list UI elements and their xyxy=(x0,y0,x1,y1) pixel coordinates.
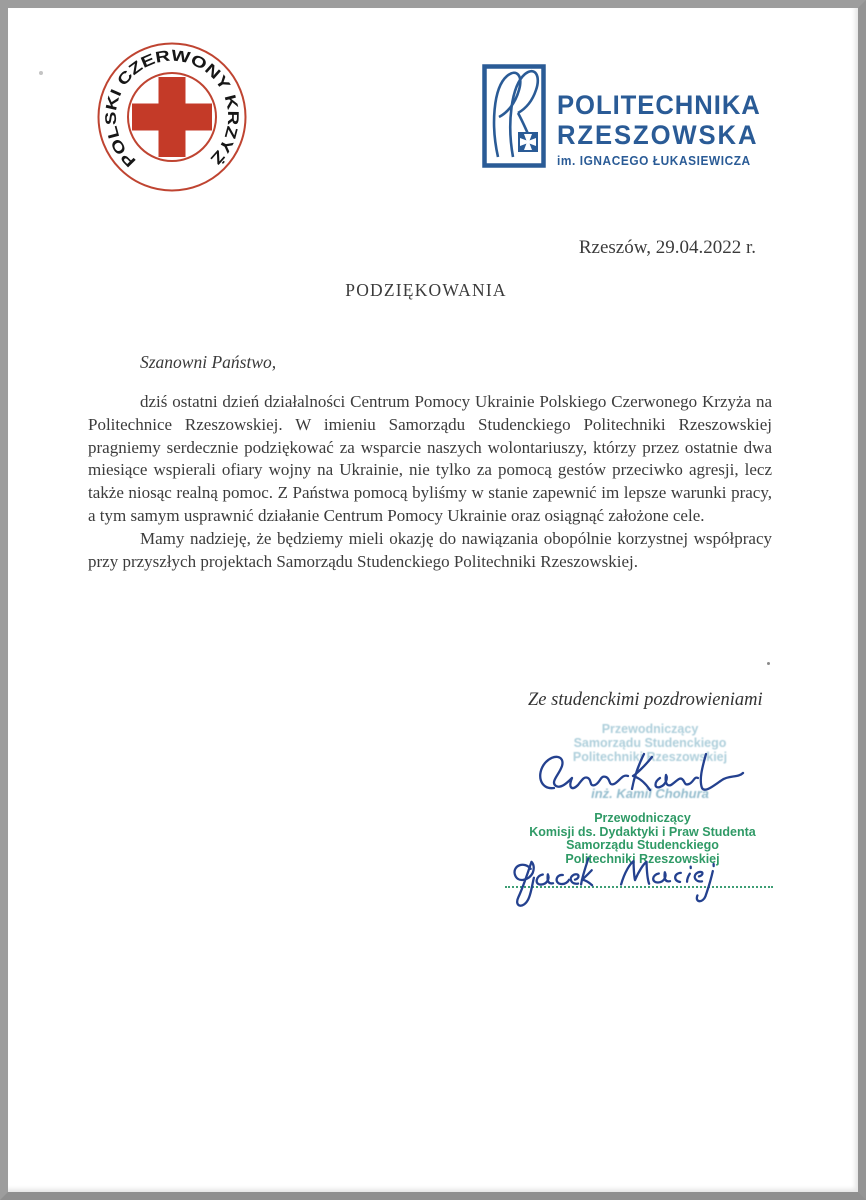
scan-artifact xyxy=(39,71,43,75)
red-cross-ring-text: POLSKI CZERWONY KRZYŻ xyxy=(102,47,242,170)
stamp-line: Przewodniczący xyxy=(601,722,699,736)
letter-paragraph: dziś ostatni dzień działalności Centrum Pomocy Ukrainie Polskiego Czerwonego Krzyża na Politechnice Rzeszowskiej. W imieniu Samorządu Studenckiego Politechniki Rzeszowskiej pragniemy serdecznie podziękować za wsparcie naszych wolontariuszy, którzy przez ostatnie dwa miesiące wspierali ofiary wojny na Ukrainie, nie tylko za pomocą gestów przeciwko agresji, lecz także niosąc realną pomoc. Z Państwa pomocą byliśmy w stanie zapewnić im lepsze warunki pracy, a tym samym usprawnić działanie Centrum Pomocy Ukrainie oraz osiągnąć założone cele. xyxy=(88,392,772,525)
scan-artifact xyxy=(767,662,770,665)
politechnika-line2: RZESZOWSKA xyxy=(557,120,759,150)
stamp-line: Politechniki Rzeszowskiej xyxy=(572,750,728,764)
letter-paragraph: Mamy nadzieję, że będziemy mieli okazję do nawiązania obopólnie korzystnej współpracy przy przyszłych projektach Samorządu Studenckiego Politechniki Rzeszowskiej. xyxy=(88,528,772,571)
printed-name-kamil-chohura: inż. Kamil Chohura xyxy=(591,786,709,801)
closing-line: Ze studenckimi pozdrowieniami xyxy=(528,690,763,710)
stamp-line: Samorządu Studenckiego xyxy=(566,838,719,852)
letter-body xyxy=(88,391,772,573)
date-line: Rzeszów, 29.04.2022 r. xyxy=(578,237,756,258)
politechnika-line3: im. IGNACEGO ŁUKASIEWICZA xyxy=(557,154,751,168)
politechnika-wordmark xyxy=(557,90,761,169)
stamp-line: Przewodniczący xyxy=(594,811,691,825)
stamp-line: Politechniki Rzeszowskiej xyxy=(565,851,720,866)
polish-red-cross-logo xyxy=(93,38,251,196)
letter-title: PODZIĘKOWANIA xyxy=(345,280,507,300)
politechnika-line1: POLITECHNIKA xyxy=(557,90,761,120)
salutation: Szanowni Państwo, xyxy=(140,352,277,372)
stamp-line: Komisji ds. Dydaktyki i Praw Studenta xyxy=(529,824,756,839)
red-cross-emblem-icon xyxy=(93,38,251,196)
stamp-line: Samorządu Studenckiego xyxy=(573,736,727,750)
handwritten-signature-jacek-maciej xyxy=(504,849,773,912)
handwritten-signature-kamil-chohura xyxy=(532,748,747,800)
pr-monogram-icon xyxy=(482,64,546,168)
politechnika-monogram xyxy=(482,64,546,168)
